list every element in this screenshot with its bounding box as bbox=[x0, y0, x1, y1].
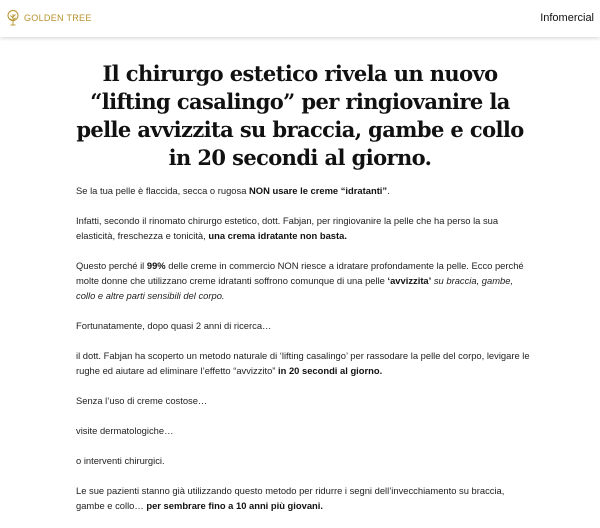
bold-text: ‘avvizzita’ bbox=[387, 275, 432, 286]
paragraph-3 bbox=[76, 258, 534, 303]
bold-text: per sembrare fino a 10 anni più giovani. bbox=[146, 500, 323, 511]
page-title: Il chirurgo estetico rivela un nuovo “lifting casalingo” per ringiovanire la pelle avvizzita su braccia, gambe e collo in 20 secondi al giorno. bbox=[76, 61, 524, 170]
paragraph-6: Senza l’uso di creme costose… bbox=[76, 395, 208, 406]
top-bar bbox=[0, 0, 600, 37]
paragraph-text: Se la tua pelle è flaccida, secca o rugosa bbox=[76, 185, 250, 196]
tree-icon bbox=[6, 10, 20, 26]
brand-name: GOLDEN TREE bbox=[24, 13, 92, 23]
paragraph-9 bbox=[76, 483, 534, 513]
paragraph-text: delle creme in commercio NON riesce a idratare profondamente la pelle. Ecco perché molte donne che utilizzano creme idratanti soffrono comunque di una pelle bbox=[76, 260, 524, 286]
bold-text: in 20 secondi al giorno. bbox=[278, 365, 383, 376]
bold-text: NON usare le creme “idratanti” bbox=[249, 185, 388, 196]
infomercial-label: Infomercial bbox=[540, 12, 594, 24]
article-body bbox=[76, 183, 534, 528]
paragraph-text: Infatti, secondo il rinomato chirurgo estetico, dott. Fabjan, per ringiovanire la pelle che ha perso la sua elasticità, freschezza e tonicità, bbox=[76, 215, 499, 241]
bold-text: 99% bbox=[146, 260, 166, 271]
paragraph-4: Fortunatamente, dopo quasi 2 anni di ricerca… bbox=[76, 320, 272, 331]
italic-text: su braccia, gambe, collo e altre parti sensibili del corpo. bbox=[76, 275, 514, 301]
paragraph-5 bbox=[76, 348, 534, 378]
paragraph-text: il dott. Fabjan ha scoperto un metodo naturale di ‘lifting casalingo’ per rassodare la pelle del corpo, levigare le rughe ed aiutare ad eliminare l’effetto “avvizzito” bbox=[76, 350, 530, 376]
paragraph-7: visite dermatologiche… bbox=[76, 425, 174, 436]
paragraph-1 bbox=[76, 183, 534, 198]
paragraph-text: Le sue pazienti stanno già utilizzando questo metodo per ridurre i segni dell’invecchiamento su braccia, gambe e collo… bbox=[76, 485, 505, 511]
brand-logo[interactable] bbox=[6, 9, 92, 27]
paragraph-text: Questo perché il bbox=[76, 260, 147, 271]
paragraph-text: . bbox=[387, 185, 390, 196]
bold-text: una crema idratante non basta. bbox=[208, 230, 347, 241]
paragraph-8: o interventi chirurgici. bbox=[76, 455, 165, 466]
paragraph-2 bbox=[76, 213, 534, 243]
